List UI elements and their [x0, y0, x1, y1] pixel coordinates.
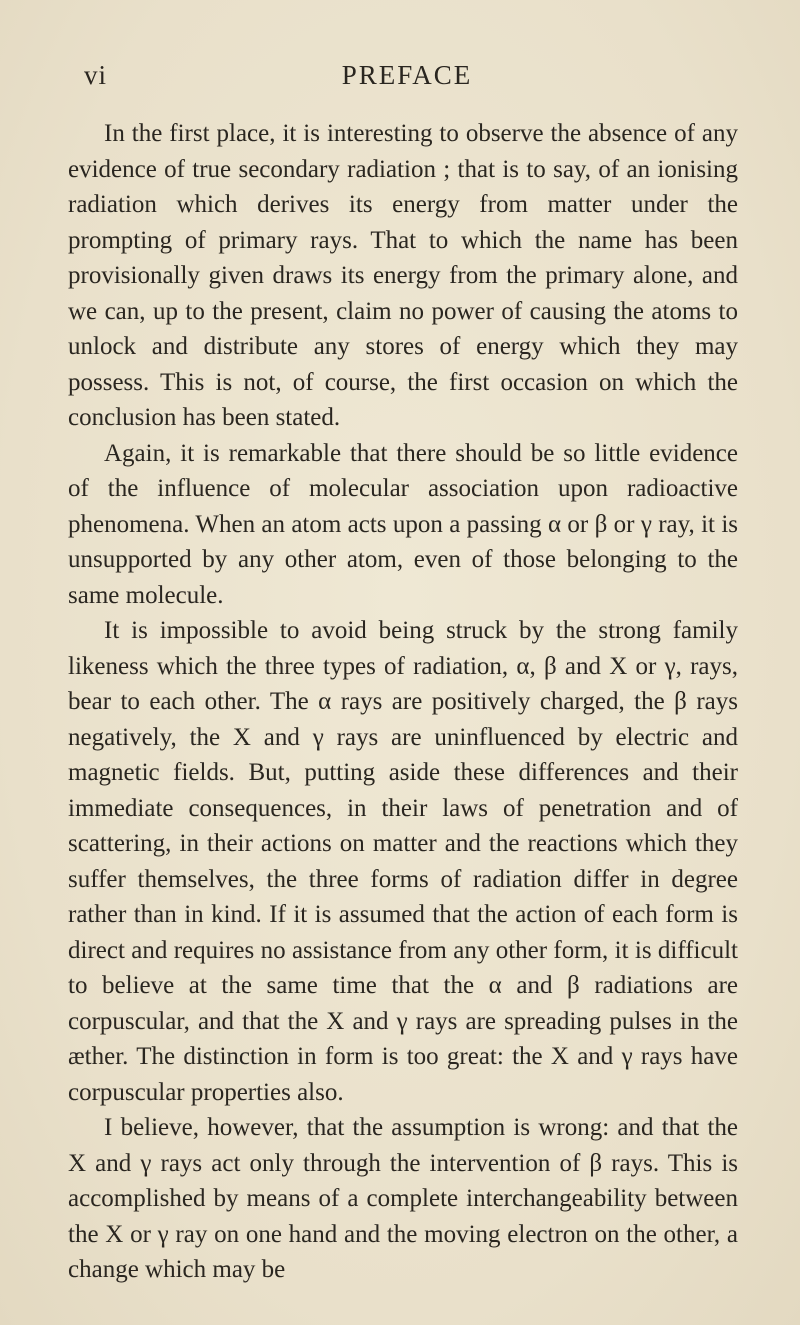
running-head: PREFACE — [341, 60, 473, 90]
body-text — [68, 116, 738, 1288]
page-number: vi — [84, 60, 108, 90]
paragraph-molecular-association: Again, it is remarkable that there should be so little evidence of the influence of molecular association upon radioactive phenomena. When an atom acts upon a passing α or β or γ ray, it is unsupported by any other atom, even of those belonging to the same molecule. — [68, 439, 738, 609]
paragraph-assumption-wrong: I believe, however, that the assumption is wrong: and that the X and γ rays act only through the intervention of β rays. This is accomplished by means of a complete interchangeability between the X or γ ray on one hand and the moving electron on the other, a change which may be — [68, 1114, 738, 1283]
paragraph-family-likeness: It is impossible to avoid being struck by the strong family likeness which the three types of radiation, α, β and X or γ, rays, bear to each other. The α rays are positively charged, the β rays negatively, the X and γ rays are uninfluenced by electric and magnetic fields. But, putting aside these differences and their immediate consequences, in their laws of penetration and of scattering, in their actions on matter and the reactions which they suffer themselves, the three forms of radiation differ in degree rather than in kind. If it is assumed that the action of each form is direct and requires no assistance from any other form, it is difficult to believe at the same time that the α and β radiations are corpuscular, and that the X and γ rays are spreading pulses in the æther. The distinction in form is too great: the X and γ rays have corpuscular properties also. — [68, 617, 738, 1106]
page-header — [84, 60, 730, 100]
paragraph-secondary-radiation: In the first place, it is interesting to observe the absence of any evidence of true secondary radiation ; that is to say, of an ionising radiation which derives its energy from matter under the prompting of primary rays. That to which the name has been provisionally given draws its energy from the primary alone, and we can, up to the present, claim no power of causing the atoms to unlock and distribute any stores of energy which they may possess. This is not, of course, the first occasion on which the conclusion has been stated. — [68, 120, 738, 431]
